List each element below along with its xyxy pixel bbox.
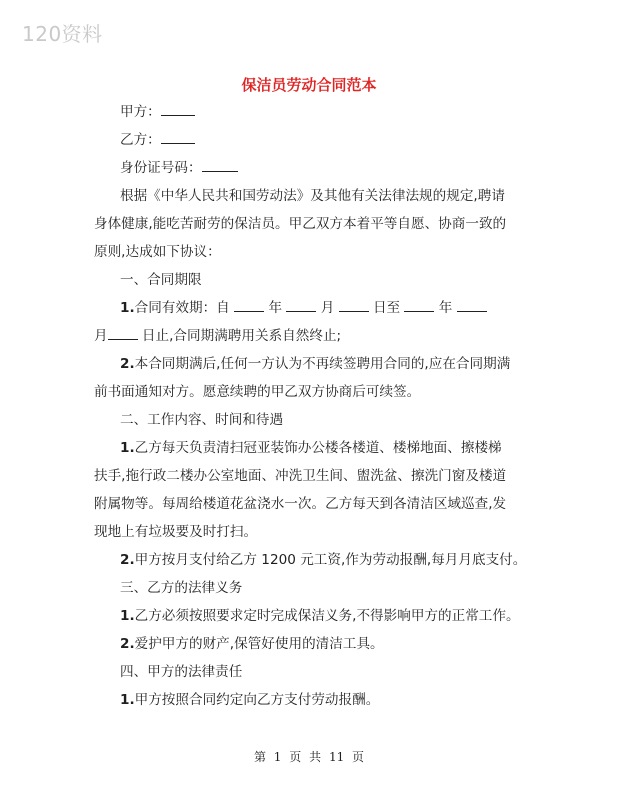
party-b-label: 乙方： (120, 132, 161, 148)
month-label-2: 月 (94, 328, 108, 344)
section-1-item-1 (120, 298, 560, 318)
footer-total-word: 共 (309, 750, 322, 764)
item-number: 1. (120, 440, 135, 456)
item-text: 乙方必须按照要求定时完成保洁义务,不得影响甲方的正常工作。 (134, 608, 520, 624)
id-number-label: 身份证号码： (120, 160, 202, 176)
section-3-item-2 (120, 634, 560, 654)
start-day-blank[interactable] (339, 298, 369, 312)
section-1-heading: 一、合同期限 (120, 272, 202, 288)
footer-page-word: 页 (289, 750, 302, 764)
total-pages: 11 (328, 750, 345, 764)
party-a-line (120, 102, 560, 122)
section-2-item-1 (120, 438, 560, 458)
party-a-blank[interactable] (161, 102, 195, 116)
term-label: 合同有效期：自 (134, 300, 230, 316)
page-footer (0, 748, 618, 765)
id-number-line (120, 158, 560, 178)
item-text: 爱护甲方的财产,保管好使用的清洁工具。 (134, 636, 384, 652)
item-number: 1. (120, 692, 135, 708)
start-month-blank[interactable] (286, 298, 316, 312)
section-2-item-2 (120, 550, 560, 570)
section-2-item-1-line-4: 现地上有垃圾要及时打扫。 (94, 524, 258, 540)
intro-line-3: 原则,达成如下协议： (94, 244, 221, 260)
item-number: 2. (120, 356, 135, 372)
month-label: 月 (320, 300, 335, 316)
section-1-item-2 (120, 354, 560, 374)
footer-prefix: 第 (253, 750, 266, 764)
item-number: 2. (120, 636, 135, 652)
section-2-item-1-line-3: 附属物等。每周给楼道花盆浇水一次。乙方每天到各清洁区域巡查,发 (94, 496, 507, 512)
section-2-item-1-line-2: 扶手,拖行政二楼办公室地面、冲洗卫生间、盥洗盆、擦洗门窗及楼道 (94, 468, 507, 484)
year-label-2: 年 (438, 300, 453, 316)
item-number: 2. (120, 552, 135, 568)
footer-page-word-2: 页 (352, 750, 365, 764)
section-2-heading: 二、工作内容、时间和待遇 (120, 412, 284, 428)
section-1-item-2-cont: 前书面通知对方。愿意续聘的甲乙双方协商后可续签。 (94, 384, 421, 400)
watermark: 120资料 (22, 22, 103, 46)
current-page: 1 (273, 750, 282, 764)
year-label: 年 (268, 300, 283, 316)
section-3-item-1 (120, 606, 560, 626)
section-4-heading: 四、甲方的法律责任 (120, 664, 243, 680)
party-b-blank[interactable] (161, 130, 195, 144)
section-1-item-1-cont (94, 326, 534, 346)
id-number-blank[interactable] (202, 158, 238, 172)
item-text: 甲方按月支付给乙方 1200 元工资,作为劳动报酬,每月月底支付。 (134, 552, 527, 568)
party-a-label: 甲方： (120, 104, 161, 120)
item-text: 甲方按照合同约定向乙方支付劳动报酬。 (134, 692, 380, 708)
document-title: 保洁员劳动合同范本 (241, 76, 377, 94)
end-month-blank[interactable] (457, 298, 487, 312)
intro-line-2: 身体健康,能吃苦耐劳的保洁员。甲乙双方本着平等自愿、协商一致的 (94, 216, 507, 232)
item-number: 1. (120, 608, 135, 624)
section-3-heading: 三、乙方的法律义务 (120, 580, 243, 596)
day-to-label: 日至 (372, 300, 401, 316)
item-text: 乙方每天负责清扫冠亚装饰办公楼各楼道、楼梯地面、擦楼梯 (134, 440, 502, 456)
section-4-item-1 (120, 690, 560, 710)
start-year-blank[interactable] (234, 298, 264, 312)
intro-line-1: 根据《中华人民共和国劳动法》及其他有关法律法规的规定,聘请 (120, 188, 505, 204)
item-number: 1. (120, 300, 135, 316)
end-year-blank[interactable] (404, 298, 434, 312)
party-b-line (120, 130, 560, 150)
term-end-text: 日止,合同期满聘用关系自然终止; (141, 328, 342, 344)
end-day-blank[interactable] (108, 326, 138, 340)
item-text: 本合同期满后,任何一方认为不再续签聘用合同的,应在合同期满 (134, 356, 511, 372)
